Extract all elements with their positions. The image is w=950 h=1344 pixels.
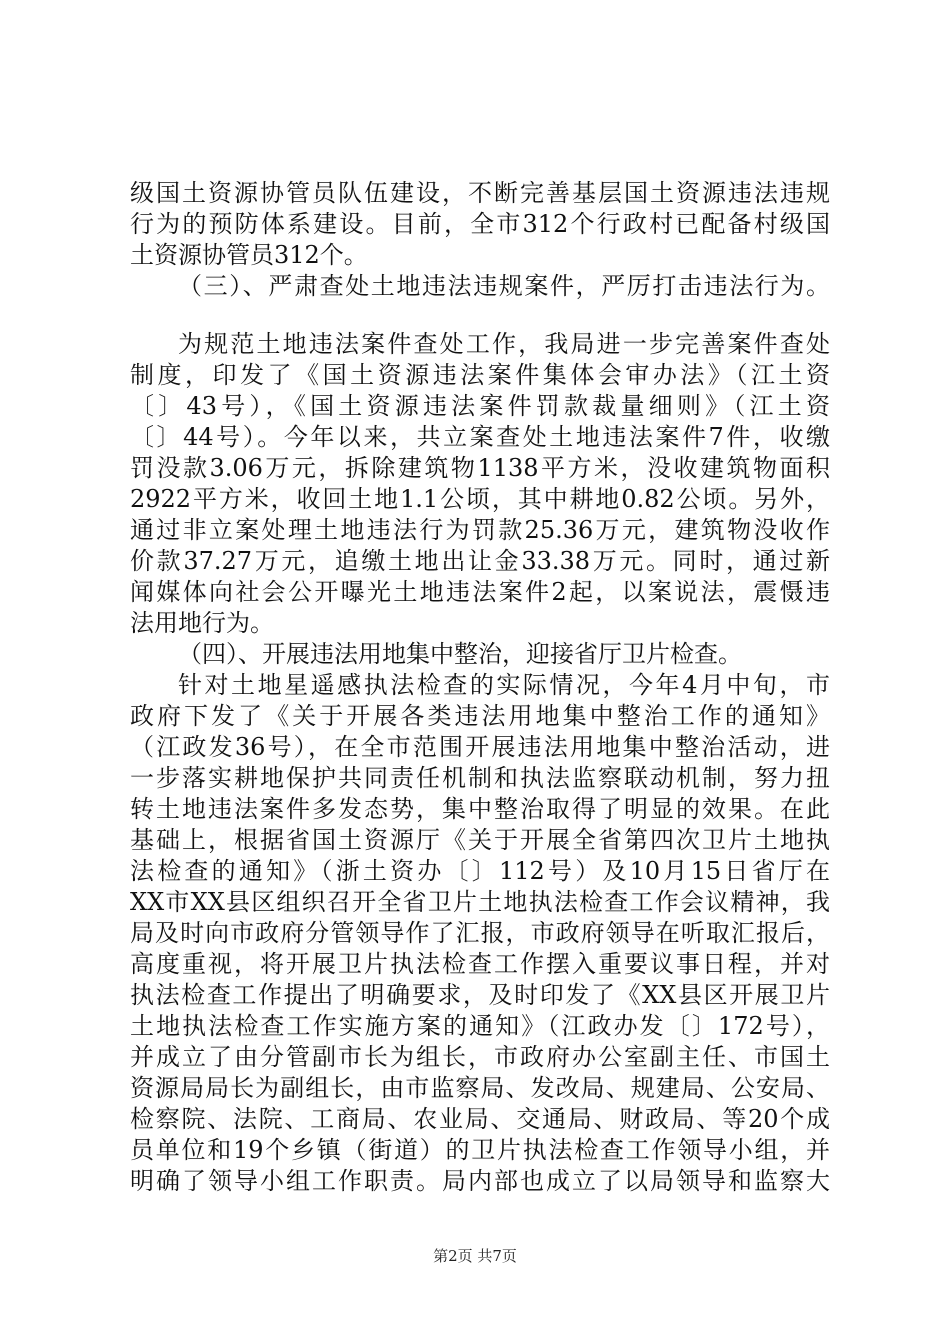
section-heading-4: （四）、开展违法用地集中整治，迎接省厅卫片检查。 xyxy=(178,640,742,668)
body-line-31: 员单位和19个乡镇（街道）的卫片执法检查工作领导小组，并 xyxy=(130,1136,830,1164)
section-heading-3: （三）、严肃查处土地违法违规案件，严厉打击违法行为。 xyxy=(178,272,830,300)
body-line-20: 转土地违法案件多发态势，集中整治取得了明显的效果。在此 xyxy=(130,795,830,823)
body-line-6: 制度，印发了《国土资源违法案件集体会审办法》（江土资 xyxy=(130,361,830,389)
body-line-25: 高度重视，将开展卫片执法检查工作摆入重要议事日程，并对 xyxy=(130,950,830,978)
body-line-5: 为规范土地违法案件查处工作，我局进一步完善案件查处 xyxy=(178,330,830,358)
body-line-29: 资源局局长为副组长，由市监察局、发改局、规建局、公安局、 xyxy=(130,1074,830,1102)
body-line-21: 基础上，根据省国土资源厅《关于开展全省第四次卫片土地执 xyxy=(130,826,830,854)
body-line-11: 通过非立案处理土地违法行为罚款25.36万元，建筑物没收作 xyxy=(130,516,830,544)
body-line-10: 2922平方米，收回土地1.1公顷，其中耕地0.82公顷。另外， xyxy=(130,485,830,513)
body-line-1: 级国土资源协管员队伍建设，不断完善基层国土资源违法违规 xyxy=(130,179,830,207)
body-line-9: 罚没款3.06万元，拆除建筑物1138平方米，没收建筑物面积 xyxy=(130,454,830,482)
body-line-18: （江政发36号），在全市范围开展违法用地集中整治活动，进 xyxy=(130,733,830,761)
body-line-16: 针对土地星遥感执法检查的实际情况，今年4月中旬，市 xyxy=(178,671,830,699)
body-line-32: 明确了领导小组工作职责。局内部也成立了以局领导和监察大 xyxy=(130,1167,830,1195)
body-line-26: 执法检查工作提出了明确要求，及时印发了《XX县区开展卫片 xyxy=(130,981,830,1009)
page-number-footer: 第2页 共7页 xyxy=(433,1247,517,1265)
body-line-22: 法检查的通知》（浙土资办〔〕112号）及10月15日省厅在 xyxy=(130,857,830,885)
body-line-13: 闻媒体向社会公开曝光土地违法案件2起，以案说法，震慑违 xyxy=(130,578,830,606)
body-line-8: 〔〕44号）。今年以来，共立案查处土地违法案件7件，收缴 xyxy=(130,423,830,451)
body-line-24: 局及时向市政府分管领导作了汇报，市政府领导在听取汇报后， xyxy=(130,919,830,947)
body-line-7: 〔〕43号），《国土资源违法案件罚款裁量细则》（江土资 xyxy=(130,392,830,420)
body-line-23: XX市XX县区组织召开全省卫片土地执法检查工作会议精神，我 xyxy=(130,888,830,916)
body-line-3: 土资源协管员312个。 xyxy=(130,241,368,269)
body-line-19: 一步落实耕地保护共同责任机制和执法监察联动机制，努力扭 xyxy=(130,764,830,792)
body-line-14: 法用地行为。 xyxy=(130,609,274,637)
body-line-30: 检察院、法院、工商局、农业局、交通局、财政局、等20个成 xyxy=(130,1105,830,1133)
body-line-2: 行为的预防体系建设。目前，全市312个行政村已配备村级国 xyxy=(130,210,830,238)
body-line-12: 价款37.27万元，追缴土地出让金33.38万元。同时，通过新 xyxy=(130,547,830,575)
body-line-28: 并成立了由分管副市长为组长，市政府办公室副主任、市国土 xyxy=(130,1043,830,1071)
body-line-17: 政府下发了《关于开展各类违法用地集中整治工作的通知》 xyxy=(130,702,830,730)
body-line-27: 土地执法检查工作实施方案的通知》（江政办发〔〕172号）， xyxy=(130,1012,830,1040)
